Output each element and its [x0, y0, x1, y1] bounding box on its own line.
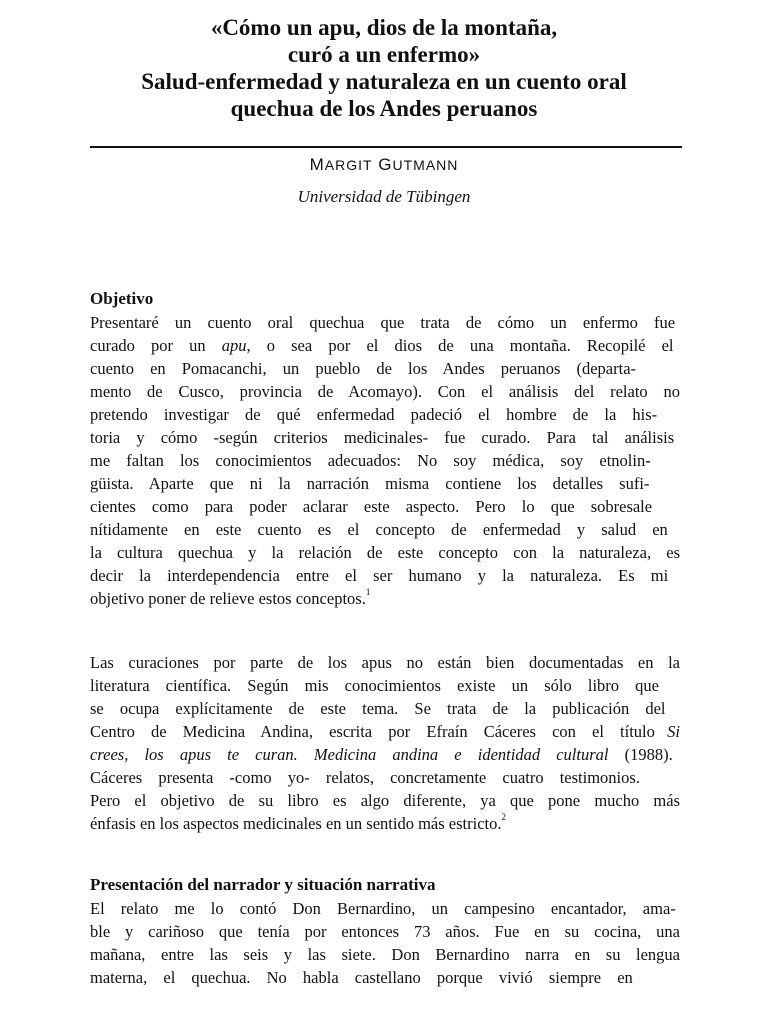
title-divider — [90, 146, 682, 148]
author-initial: M — [309, 155, 325, 174]
text-line — [90, 472, 680, 495]
text-line-content: decir la interdependencia entre el ser humano y la naturaleza. Es mi — [90, 566, 669, 585]
text-fragment: curado por un — [90, 336, 222, 355]
text-line — [90, 587, 680, 610]
text-line-content: cientes como para poder aclarar este aspecto. Pero lo que sobresale — [90, 497, 653, 516]
text-line — [90, 564, 680, 587]
text-line — [90, 966, 680, 989]
text-line-content: ble y cariñoso que tenía por entonces 73 años. Fue en su cocina, una — [90, 922, 680, 941]
text-line — [90, 920, 680, 943]
text-line — [90, 743, 680, 766]
text-line-content — [90, 334, 674, 357]
text-line — [90, 311, 680, 334]
paragraph-objetivo-2 — [90, 651, 680, 835]
text-line-content: Las curaciones por parte de los apus no están bien documentadas en la — [90, 653, 680, 672]
text-line-content: literatura científica. Según mis conocimientos existe un sólo libro que — [90, 676, 659, 695]
text-line-content: pretendo investigar de qué enfermedad padeció el hombre de la his- — [90, 405, 658, 424]
text-line — [90, 766, 680, 789]
text-line — [90, 789, 680, 812]
book-title-italic: crees, los apus te curan. Medicina andina e identidad cultural — [90, 745, 609, 764]
text-line — [90, 518, 680, 541]
text-line — [90, 697, 680, 720]
footnote-marker[interactable]: 2 — [501, 812, 506, 822]
book-title-italic: Si — [667, 722, 680, 741]
text-line — [90, 541, 680, 564]
footnote-marker[interactable]: 1 — [365, 587, 371, 597]
text-line-content: mento de Cusco, provincia de Acomayo). Con el análisis del relato no — [90, 382, 680, 401]
text-line-content: toria y cómo -según criterios medicinales- fue curado. Para tal análisis — [90, 428, 675, 447]
italic-term: apu — [221, 336, 247, 355]
text-line — [90, 334, 680, 357]
publication-year: (1988). — [608, 745, 673, 764]
text-line-content: la cultura quechua y la relación de este concepto con la naturaleza, es — [90, 543, 680, 562]
section-heading-presentacion: Presentación del narrador y situación narrativa — [90, 875, 436, 894]
text-line — [90, 495, 680, 518]
text-line-content: nítidamente en este cuento es el concepto de enfermedad y salud en — [90, 520, 668, 539]
text-line — [90, 674, 680, 697]
text-line-content: se ocupa explícitamente de este tema. Se trata de la publicación del — [90, 699, 666, 718]
text-line — [90, 380, 680, 403]
text-line-content: Cáceres presenta -como yo- relatos, concretamente cuatro testimonios. — [90, 768, 640, 787]
text-line-content: güista. Aparte que ni la narración misma contiene los detalles sufi- — [90, 474, 650, 493]
text-line-content: materna, el quechua. No habla castellano porque vivió siempre en — [90, 968, 633, 987]
text-fragment: , o sea por el dios de una montaña. Recopilé el — [246, 336, 674, 355]
text-line-content: énfasis en los aspectos medicinales en un sentido más estricto. — [90, 814, 502, 833]
text-line-content — [90, 743, 673, 766]
subtitle-line: Salud-enfermedad y naturaleza en un cuento oral — [141, 69, 627, 94]
subtitle-line: quechua de los Andes peruanos — [230, 96, 538, 121]
text-line — [90, 449, 680, 472]
text-line — [90, 943, 680, 966]
section-heading-objetivo: Objetivo — [90, 289, 154, 308]
author-smallcaps: ARGIT — [324, 157, 373, 173]
text-line-content: Pero el objetivo de su libro es algo diferente, ya que pone mucho más — [90, 791, 680, 810]
text-line — [90, 651, 680, 674]
title-line: «Cómo un apu, dios de la montaña, — [210, 15, 558, 40]
text-line — [90, 426, 680, 449]
title-line: curó a un enfermo» — [287, 42, 481, 67]
text-line-content: mañana, entre las seis y las siete. Don Bernardino narra en su lengua — [90, 945, 680, 964]
text-line-content: Presentaré un cuento oral quechua que trata de cómo un enfermo fue — [90, 313, 676, 332]
article-title — [60, 14, 708, 122]
author-smallcaps: UTMANN — [392, 157, 459, 173]
paragraph-objetivo-1 — [90, 311, 680, 610]
text-line-content: cuento en Pomacanchi, un pueblo de los Andes peruanos (departa- — [90, 359, 637, 378]
text-line-content: El relato me lo contó Don Bernardino, un campesino encantador, ama- — [90, 899, 676, 918]
author-affiliation: Universidad de Tübingen — [297, 187, 471, 206]
text-line-content: Centro de Medicina Andina, escrita por Efraín Cáceres con el título — [90, 722, 655, 741]
text-line — [90, 357, 680, 380]
text-line — [90, 720, 680, 743]
text-line-content: objetivo poner de relieve estos conceptos. — [90, 589, 366, 608]
text-line — [90, 897, 680, 920]
text-line — [90, 812, 680, 835]
author-initial: G — [378, 155, 393, 174]
paragraph-presentacion-1 — [90, 897, 680, 989]
author-name — [0, 154, 768, 176]
text-line — [90, 403, 680, 426]
text-line-content: me faltan los conocimientos adecuados: No soy médica, soy etnolin- — [90, 451, 651, 470]
